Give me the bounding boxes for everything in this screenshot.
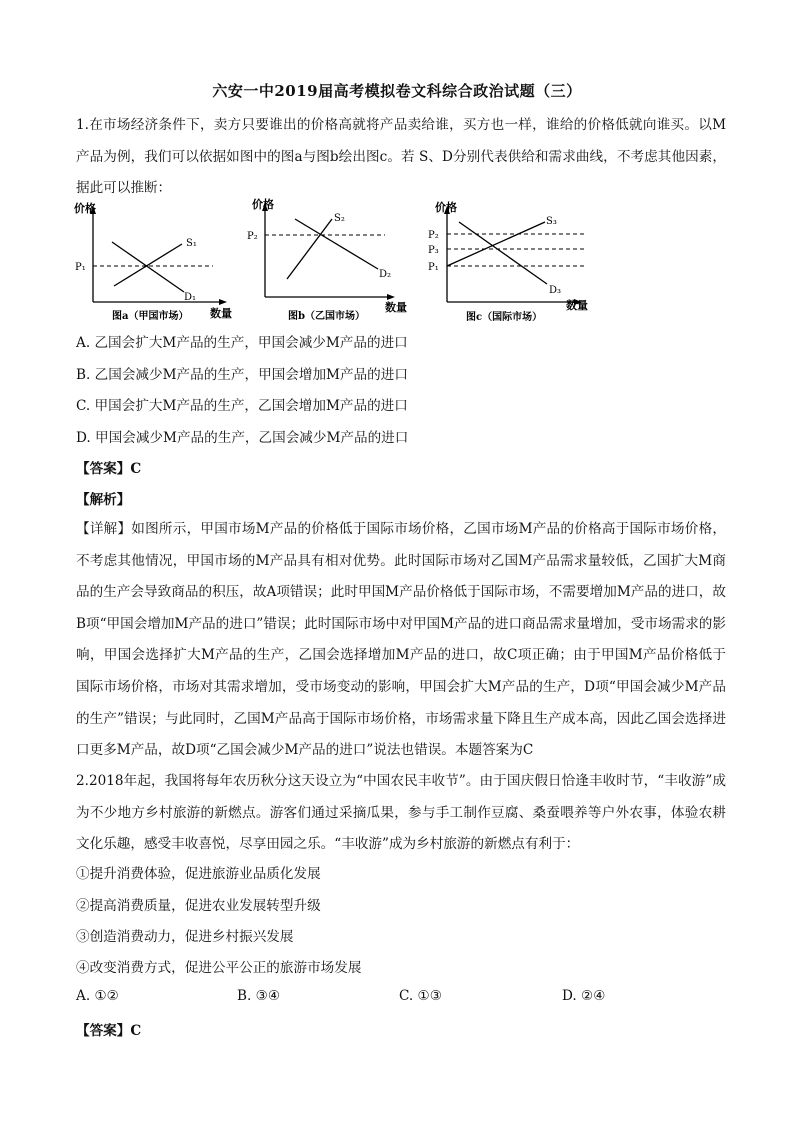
page-title: 六安一中2019届高考模拟卷文科综合政治试题（三） xyxy=(212,82,582,100)
q1-stem: 1.在市场经济条件下，卖方只要谁出的价格高就将产品卖给谁，买方也一样，谁给的价格低就向谁买。以M产品为例，我们可以依据如图中的图a与图b绘出图c。若 S、D分别代表供给和需求曲线，不考虑其他因素，据此可以推断： xyxy=(76,117,726,197)
chart-b-x-label: 数量 xyxy=(385,301,407,314)
chart-b-x-arrow xyxy=(387,294,395,300)
q1-option-d: D. 甲国会减少M产品的生产，乙国会减少M产品的进口 xyxy=(76,430,409,446)
chart-b-demand-label: D₂ xyxy=(379,269,392,280)
q2-option-c: C. ①③ xyxy=(399,988,442,1004)
q2-item-1: ①提升消费体验，促进旅游业品质化发展 xyxy=(76,866,321,882)
chart-c-x-label: 数量 xyxy=(566,299,588,312)
chart-c-caption: 图c（国际市场） xyxy=(466,312,543,323)
q2-option-b: B. ③④ xyxy=(237,988,281,1004)
q1-detail: 【详解】如图所示，甲国市场M产品的价格低于国际市场价格，乙国市场M产品的价格高于国际市场价格，不考虑其他情况，甲国市场的M产品具有相对优势。此时国际市场对乙国M产品需求量较低，乙国扩大M商品的生产会导致商品的积压，故A项错误；此时甲国M产品价格低于国际市场，不需要增加M产品的进口，故B项“甲国会增加M产品的进口”错误；此时国际市场中对甲国M产品的进口商品需求量增加，受市场需求的影响，甲国会选择扩大M产品的生产，乙国会选择增加M产品的进口，故C项正确；由于甲国M产品价格低于国际市场价格，市场对其需求增加，受市场变动的影响，甲国会扩大M产品的生产，D项“甲国会减少M产品的生产”错误；与此同时，乙国M产品高于国际市场价格，市场需求量下降且生产成本高，因此乙国会选择进口更多M产品，故D项“乙国会减少M产品的进口”说法也错误。本题答案为C xyxy=(76,521,726,759)
chart-b-price-label-p2: P₂ xyxy=(247,231,258,242)
chart-a-caption: 图a（甲国市场） xyxy=(112,311,189,322)
chart-b-demand-curve xyxy=(295,219,378,269)
chart-a-price-label-p1: P₁ xyxy=(75,262,86,273)
chart-b-caption: 图b（乙国市场） xyxy=(288,311,365,322)
q1-option-c: C. 甲国会扩大M产品的生产，乙国会增加M产品的进口 xyxy=(76,398,408,414)
chart-c-demand-label: D₃ xyxy=(549,285,562,296)
q2-option-d: D. ②④ xyxy=(562,988,606,1004)
chart-b-supply-label: S₂ xyxy=(334,213,345,224)
q2-item-2: ②提高消费质量，促进农业发展转型升级 xyxy=(76,898,321,914)
chart-a-demand-label: D₁ xyxy=(184,292,197,303)
chart-c-supply-curve xyxy=(447,222,545,266)
chart-a-x-arrow xyxy=(219,299,227,305)
q1-option-a: A. 乙国会扩大M产品的生产，甲国会减少M产品的进口 xyxy=(76,335,408,351)
chart-c xyxy=(425,198,605,328)
chart-c-price-label-p1: P₁ xyxy=(428,262,439,273)
chart-a-supply-label: S₁ xyxy=(186,238,197,249)
chart-b-y-label: 价格 xyxy=(252,198,274,211)
q2-item-3: ③创造消费动力，促进乡村振兴发展 xyxy=(76,929,294,945)
chart-c-price-label-p3: P₃ xyxy=(428,245,439,256)
q2-answer: 【答案】C xyxy=(76,1023,142,1039)
q1-answer: 【答案】C xyxy=(76,461,142,477)
chart-a-x-label: 数量 xyxy=(210,307,232,320)
chart-a xyxy=(70,200,250,330)
q2-stem: 2.2018年起，我国将每年农历秋分这天设立为“中国农民丰收节”。由于国庆假日恰逢丰收时节，“丰收游”成为不少地方乡村旅游的新燃点。游客们通过采摘瓜果，参与手工制作豆腐、桑蚕喂养等户外农事，体验农耕文化乐趣，感受丰收喜悦，尽享田园之乐。“丰收游”成为乡村旅游的新燃点有利于： xyxy=(76,773,726,853)
chart-c-supply-label: S₃ xyxy=(546,216,557,227)
chart-a-y-label: 价格 xyxy=(74,202,96,215)
q1-option-b: B. 乙国会减少M产品的生产，甲国会增加M产品的进口 xyxy=(76,367,408,383)
chart-c-price-label-p2: P₂ xyxy=(428,230,439,241)
chart-c-demand-curve xyxy=(459,222,547,284)
chart-c-y-label: 价格 xyxy=(435,201,457,214)
q1-analysis-label: 【解析】 xyxy=(76,492,131,508)
q2-item-4: ④改变消费方式，促进公平公正的旅游市场发展 xyxy=(76,960,362,976)
q2-option-a: A. ①② xyxy=(76,988,119,1004)
chart-b xyxy=(240,197,420,327)
